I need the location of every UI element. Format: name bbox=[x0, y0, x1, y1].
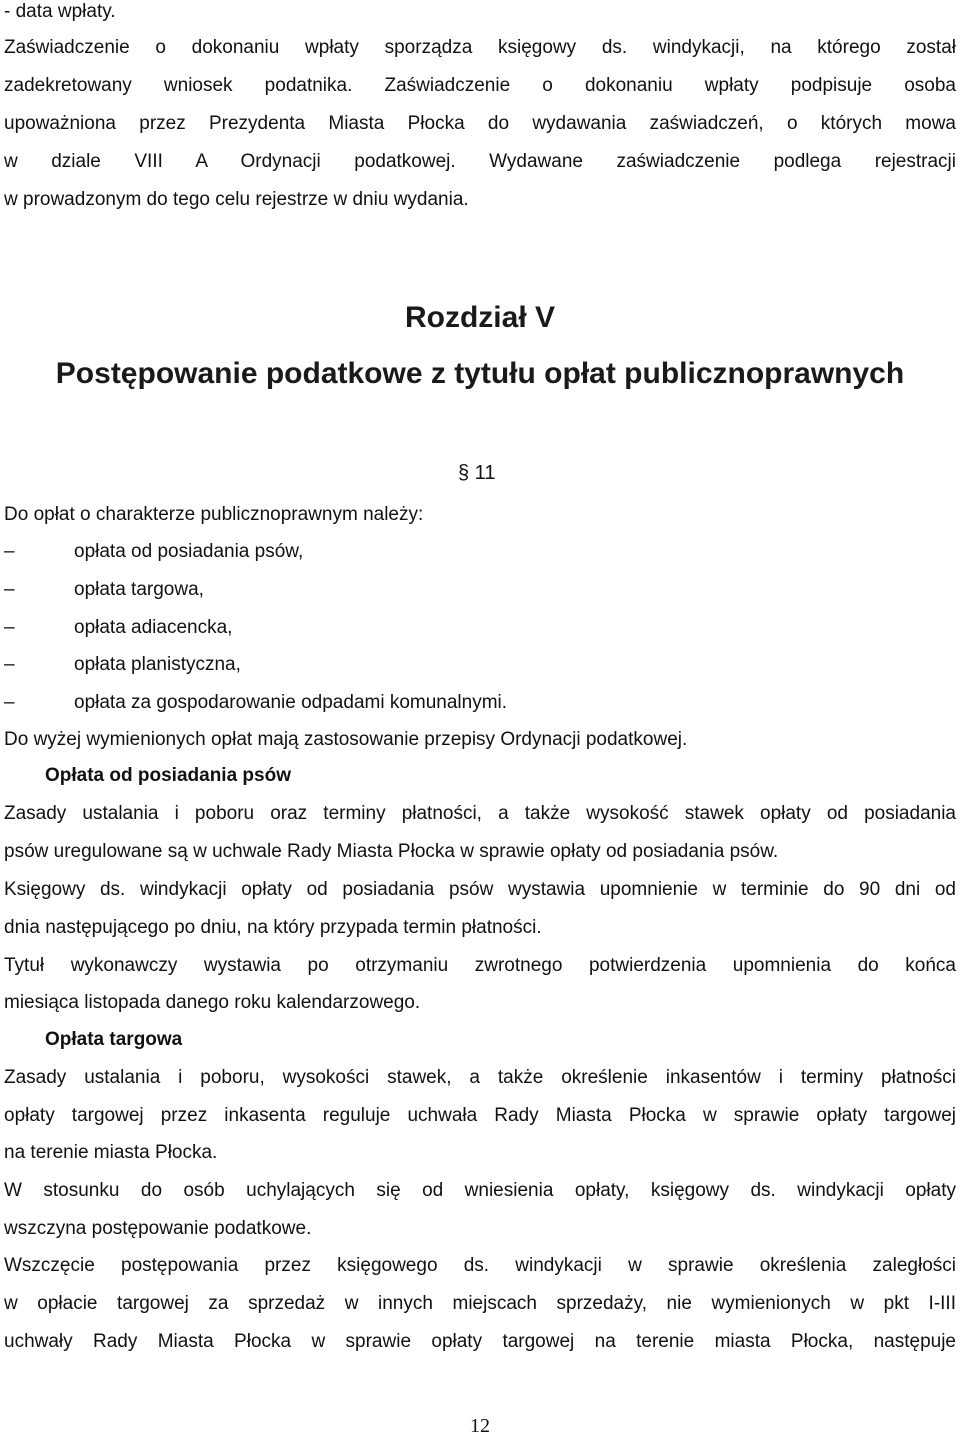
body-line: Zasady ustalania i poboru oraz terminy płatności, a także wysokość stawek opłaty od posiadania bbox=[4, 803, 956, 824]
dash-bullet: – bbox=[4, 692, 15, 713]
body-line: wszczyna postępowanie podatkowe. bbox=[4, 1218, 312, 1239]
intro-line: - data wpłaty. bbox=[4, 1, 116, 22]
intro-line: w prowadzonym do tego celu rejestrze w dniu wydania. bbox=[4, 189, 469, 210]
list-item-text: opłata adiacencka, bbox=[74, 617, 233, 638]
body-line: dnia następującego po dniu, na który przypada termin płatności. bbox=[4, 917, 542, 938]
subsection-heading-market-fee: Opłata targowa bbox=[45, 1029, 183, 1050]
body-line: na terenie miasta Płocka. bbox=[4, 1142, 218, 1163]
chapter-number: Rozdział V bbox=[404, 301, 555, 334]
list-item-text: opłata planistyczna, bbox=[74, 654, 241, 675]
body-line: Zasady ustalania i poboru, wysokości stawek, a także określenie inkasentów i terminy płatności bbox=[4, 1067, 956, 1088]
intro-line: upoważniona przez Prezydenta Miasta Płocka do wydawania zaświadczeń, o których mowa bbox=[4, 113, 956, 134]
list-item-text: opłata za gospodarowanie odpadami komunalnymi. bbox=[74, 692, 508, 713]
subsection-heading-dog-fee: Opłata od posiadania psów bbox=[45, 765, 291, 786]
dash-bullet: – bbox=[4, 541, 15, 562]
dash-bullet: – bbox=[4, 617, 15, 638]
body-line: uchwały Rady Miasta Płocka w sprawie opłaty targowej na terenie miasta Płocka, następuje bbox=[4, 1331, 956, 1352]
body-line: Wszczęcie postępowania przez księgowego ds. windykacji w sprawie określenia zaległości bbox=[4, 1255, 956, 1276]
dash-bullet: – bbox=[4, 579, 15, 600]
dash-bullet: – bbox=[4, 654, 15, 675]
page-number: 12 bbox=[470, 1415, 490, 1437]
section-lead: Do opłat o charakterze publicznoprawnym należy: bbox=[4, 504, 424, 525]
section-closing: Do wyżej wymienionych opłat mają zastosowanie przepisy Ordynacji podatkowej. bbox=[4, 729, 688, 750]
list-item-text: opłata targowa, bbox=[74, 579, 204, 600]
list-item-text: opłata od posiadania psów, bbox=[74, 541, 304, 562]
chapter-title: Postępowanie podatkowe z tytułu opłat publicznoprawnych bbox=[55, 357, 905, 390]
body-line: opłaty targowej przez inkasenta reguluje uchwała Rady Miasta Płocka w sprawie opłaty targowej bbox=[4, 1105, 956, 1126]
body-line: Księgowy ds. windykacji opłaty od posiadania psów wystawia upomnienie w terminie do 90 dni od bbox=[4, 879, 956, 900]
intro-line: w dziale VIII A Ordynacji podatkowej. Wydawane zaświadczenie podlega rejestracji bbox=[4, 151, 956, 172]
body-line: w opłacie targowej za sprzedaż w innych miejscach sprzedaży, nie wymienionych w pkt I-III bbox=[4, 1293, 956, 1314]
intro-line: Zaświadczenie o dokonaniu wpłaty sporządza księgowy ds. windykacji, na którego został bbox=[4, 37, 956, 58]
section-sign: § 11 bbox=[458, 462, 496, 484]
body-line: miesiąca listopada danego roku kalendarzowego. bbox=[4, 992, 421, 1013]
intro-line: zadekretowany wniosek podatnika. Zaświadczenie o dokonaniu wpłaty podpisuje osoba bbox=[4, 75, 956, 96]
body-line: psów uregulowane są w uchwale Rady Miasta Płocka w sprawie opłaty od posiadania psów. bbox=[4, 841, 779, 862]
body-line: W stosunku do osób uchylających się od wniesienia opłaty, księgowy ds. windykacji opłaty bbox=[4, 1180, 956, 1201]
body-line: Tytuł wykonawczy wystawia po otrzymaniu zwrotnego potwierdzenia upomnienia do końca bbox=[4, 955, 956, 976]
